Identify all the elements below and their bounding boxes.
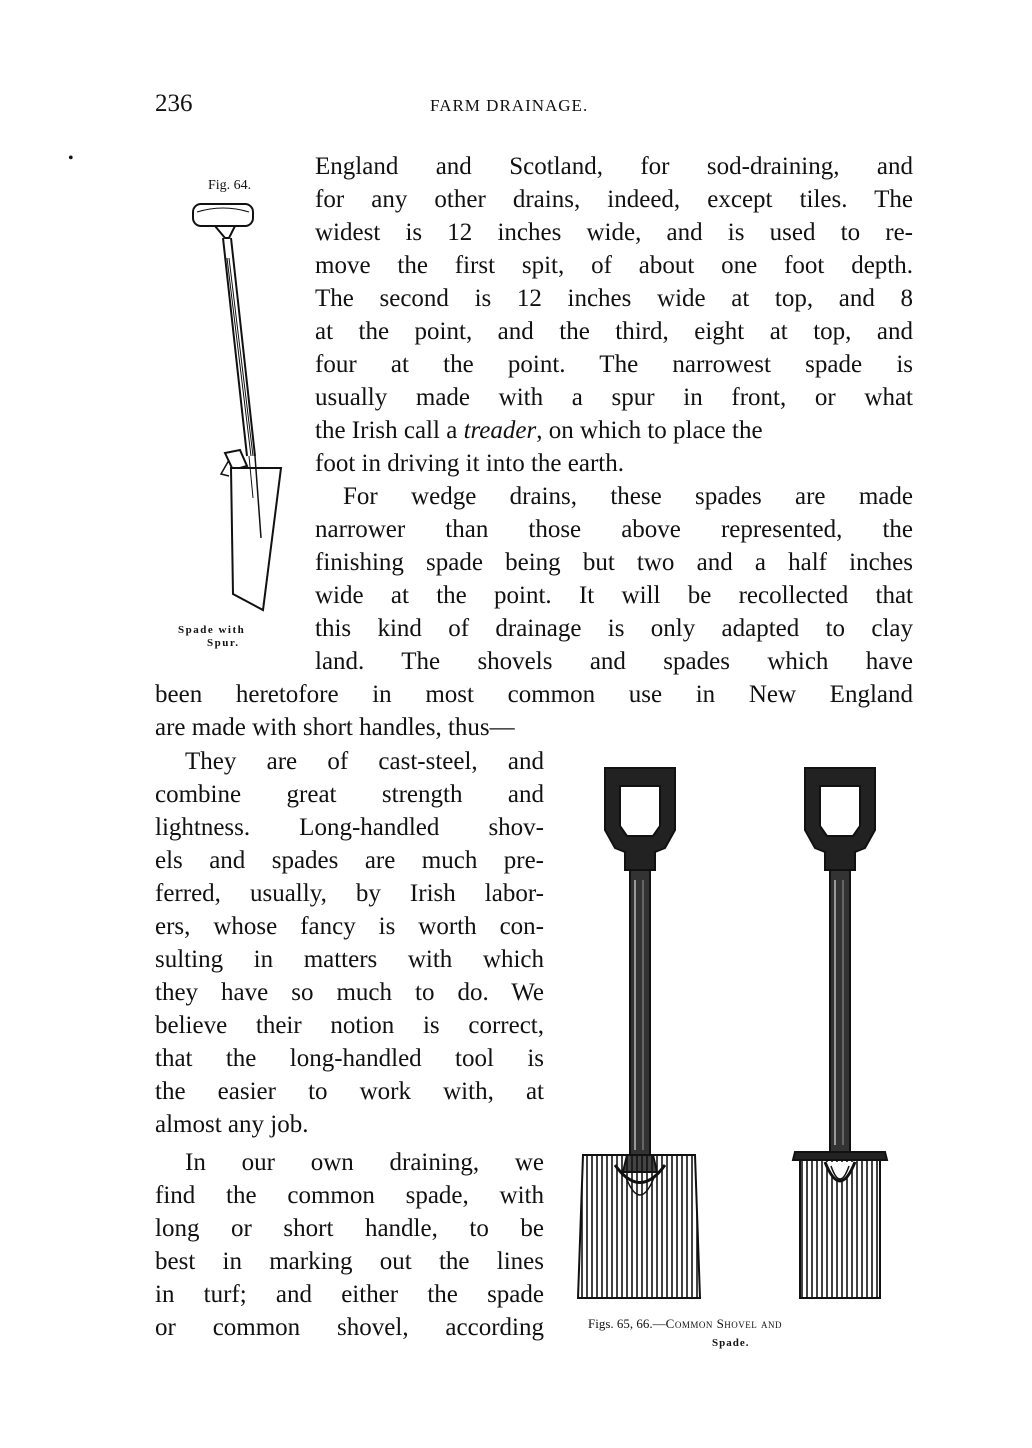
fig65-caption-prefix: Figs. 65, 66.— (588, 1316, 666, 1331)
para1-line9-end: , on which to place the (536, 417, 763, 444)
para1-line9 (315, 414, 913, 447)
para3-line8: they have so much to do. We (155, 979, 544, 1006)
fig65-caption-title: Common Shovel and (665, 1316, 783, 1331)
treader-word: treader (463, 417, 537, 444)
para4-line4: best in marking out the lines (155, 1248, 544, 1275)
para3-line9: believe their notion is correct, (155, 1012, 544, 1039)
para1-line4: move the first spit, of about one foot depth. (315, 252, 913, 279)
para2-line1: For wedge drains, these spades are made (343, 483, 913, 510)
spade-with-spur-illustration (185, 198, 285, 618)
fig64-label: Fig. 64. (208, 178, 252, 193)
para2-line2: narrower than those above represented, the (315, 516, 913, 543)
para2-line6: land. The shovels and spades which have (315, 648, 913, 675)
para2-line7: been heretofore in most common use in New England (155, 681, 913, 708)
para3-line2: combine great strength and (155, 781, 544, 808)
para1-line2: for any other drains, indeed, except tiles. The (315, 186, 913, 213)
para4-line5: in turf; and either the spade (155, 1281, 544, 1308)
para3-line12: almost any job. (155, 1111, 309, 1138)
para1-line9-start: the Irish call a (315, 417, 464, 444)
para4-line2: find the common spade, with (155, 1182, 544, 1209)
para1-line5: The second is 12 inches wide at top, and 8 (315, 285, 913, 312)
para4-line3: long or short handle, to be (155, 1215, 544, 1242)
fig65-caption (588, 1316, 782, 1332)
fig64-caption-line1: Spade with (178, 624, 246, 636)
fig64-caption-line2: Spur. (207, 637, 240, 649)
para1-line10: foot in driving it into the earth. (315, 450, 624, 477)
para3-line11: the easier to work with, at (155, 1078, 544, 1105)
shovel-and-spade-illustration (575, 760, 915, 1305)
para3-line1: They are of cast-steel, and (185, 748, 544, 775)
para1-line1: England and Scotland, for sod-draining, and (315, 153, 913, 180)
para2-line3: finishing spade being but two and a half inches (315, 549, 913, 576)
running-title: FARM DRAINAGE. (430, 96, 589, 115)
para3-line4: els and spades are much pre- (155, 847, 544, 874)
para3-line10: that the long-handled tool is (155, 1045, 544, 1072)
para2-line8: are made with short handles, thus— (155, 714, 515, 741)
page-number: 236 (155, 90, 193, 117)
para4-line1: In our own draining, we (185, 1149, 544, 1176)
para2-line4: wide at the point. It will be recollected that (315, 582, 913, 609)
para1-line3: widest is 12 inches wide, and is used to re- (315, 219, 913, 246)
para3-line5: ferred, usually, by Irish labor- (155, 880, 544, 907)
para1-line8: usually made with a spur in front, or what (315, 384, 913, 411)
para4-line6: or common shovel, according (155, 1314, 544, 1341)
margin-mark: • (68, 150, 74, 167)
fig65-caption-line2: Spade. (712, 1337, 750, 1349)
para1-line6: at the point, and the third, eight at top, and (315, 318, 913, 345)
para2-line5: this kind of drainage is only adapted to clay (315, 615, 913, 642)
para1-line7: four at the point. The narrowest spade is (315, 351, 913, 378)
para3-line6: ers, whose fancy is worth con- (155, 913, 544, 940)
para3-line3: lightness. Long-handled shov- (155, 814, 544, 841)
para3-line7: sulting in matters with which (155, 946, 544, 973)
